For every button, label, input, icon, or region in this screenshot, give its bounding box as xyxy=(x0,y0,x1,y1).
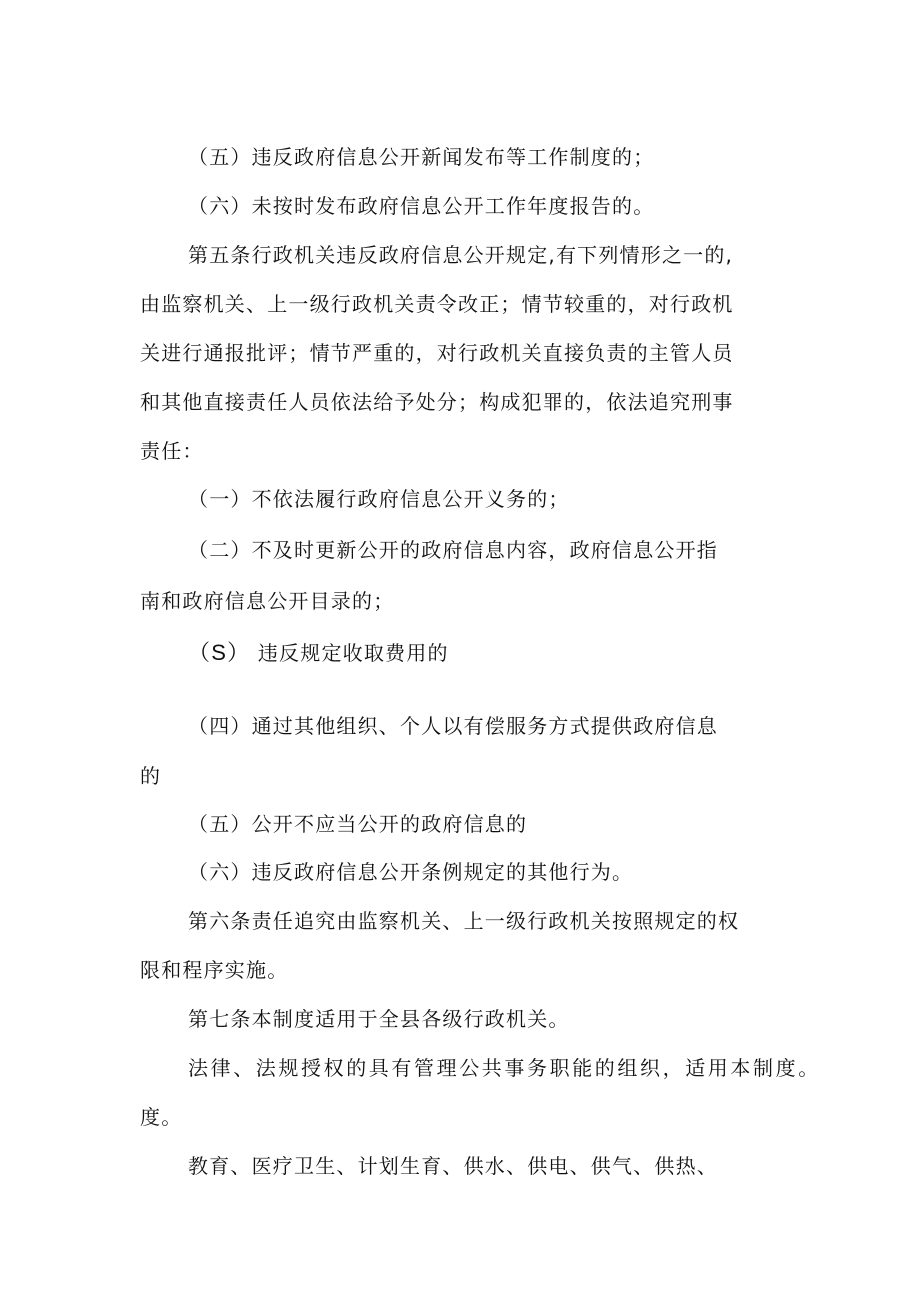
paragraph-line: （一）不依法履行政府信息公开义务的； xyxy=(188,487,570,511)
item-text: 违反规定收取费用的 xyxy=(257,641,449,665)
paragraph-line: （二）不及时更新公开的政府信息内容，政府信息公开指 xyxy=(188,538,718,562)
paragraph-line: 教育、医疗卫生、计划生育、供水、供电、供气、供热、 xyxy=(188,1154,718,1178)
paragraph-line: 法律、法规授权的具有管理公共事务职能的组织，适用本制度。 xyxy=(188,1056,821,1080)
paragraph-line xyxy=(188,641,838,665)
paragraph-line: 第六条责任追究由监察机关、上一级行政机关按照规定的权 xyxy=(188,909,740,933)
paragraph-line: （五）违反政府信息公开新闻发布等工作制度的； xyxy=(188,145,655,169)
paragraph-line: 第五条行政机关违反政府信息公开规定,有下列情形之一的, xyxy=(188,243,734,267)
paragraph-line: 责任： xyxy=(140,439,204,463)
paragraph-line: 和其他直接责任人员依法给予处分；构成犯罪的，依法追究刑事 xyxy=(140,390,734,414)
paragraph-line: 度。 xyxy=(140,1105,183,1129)
paragraph-line: 限和程序实施。 xyxy=(140,958,289,982)
paragraph-line: 第七条本制度适用于全县各级行政机关。 xyxy=(188,1007,570,1031)
paragraph-line: （六）未按时发布政府信息公开工作年度报告的。 xyxy=(188,194,655,218)
paragraph-line: 的 xyxy=(140,764,162,788)
paragraph-line: 关进行通报批评；情节严重的，对行政机关直接负责的主管人员 xyxy=(140,341,734,365)
paragraph-line: （四）通过其他组织、个人以有偿服务方式提供政府信息 xyxy=(188,714,718,738)
item-marker-s: （S） xyxy=(188,640,251,665)
paragraph-line: 南和政府信息公开目录的； xyxy=(140,589,395,613)
paragraph-line: （六）违反政府信息公开条例规定的其他行为。 xyxy=(188,860,634,884)
paragraph-line: 由监察机关、上一级行政机关责令改正；情节较重的，对行政机 xyxy=(140,292,734,316)
paragraph-line: （五）公开不应当公开的政府信息的 xyxy=(188,812,528,836)
